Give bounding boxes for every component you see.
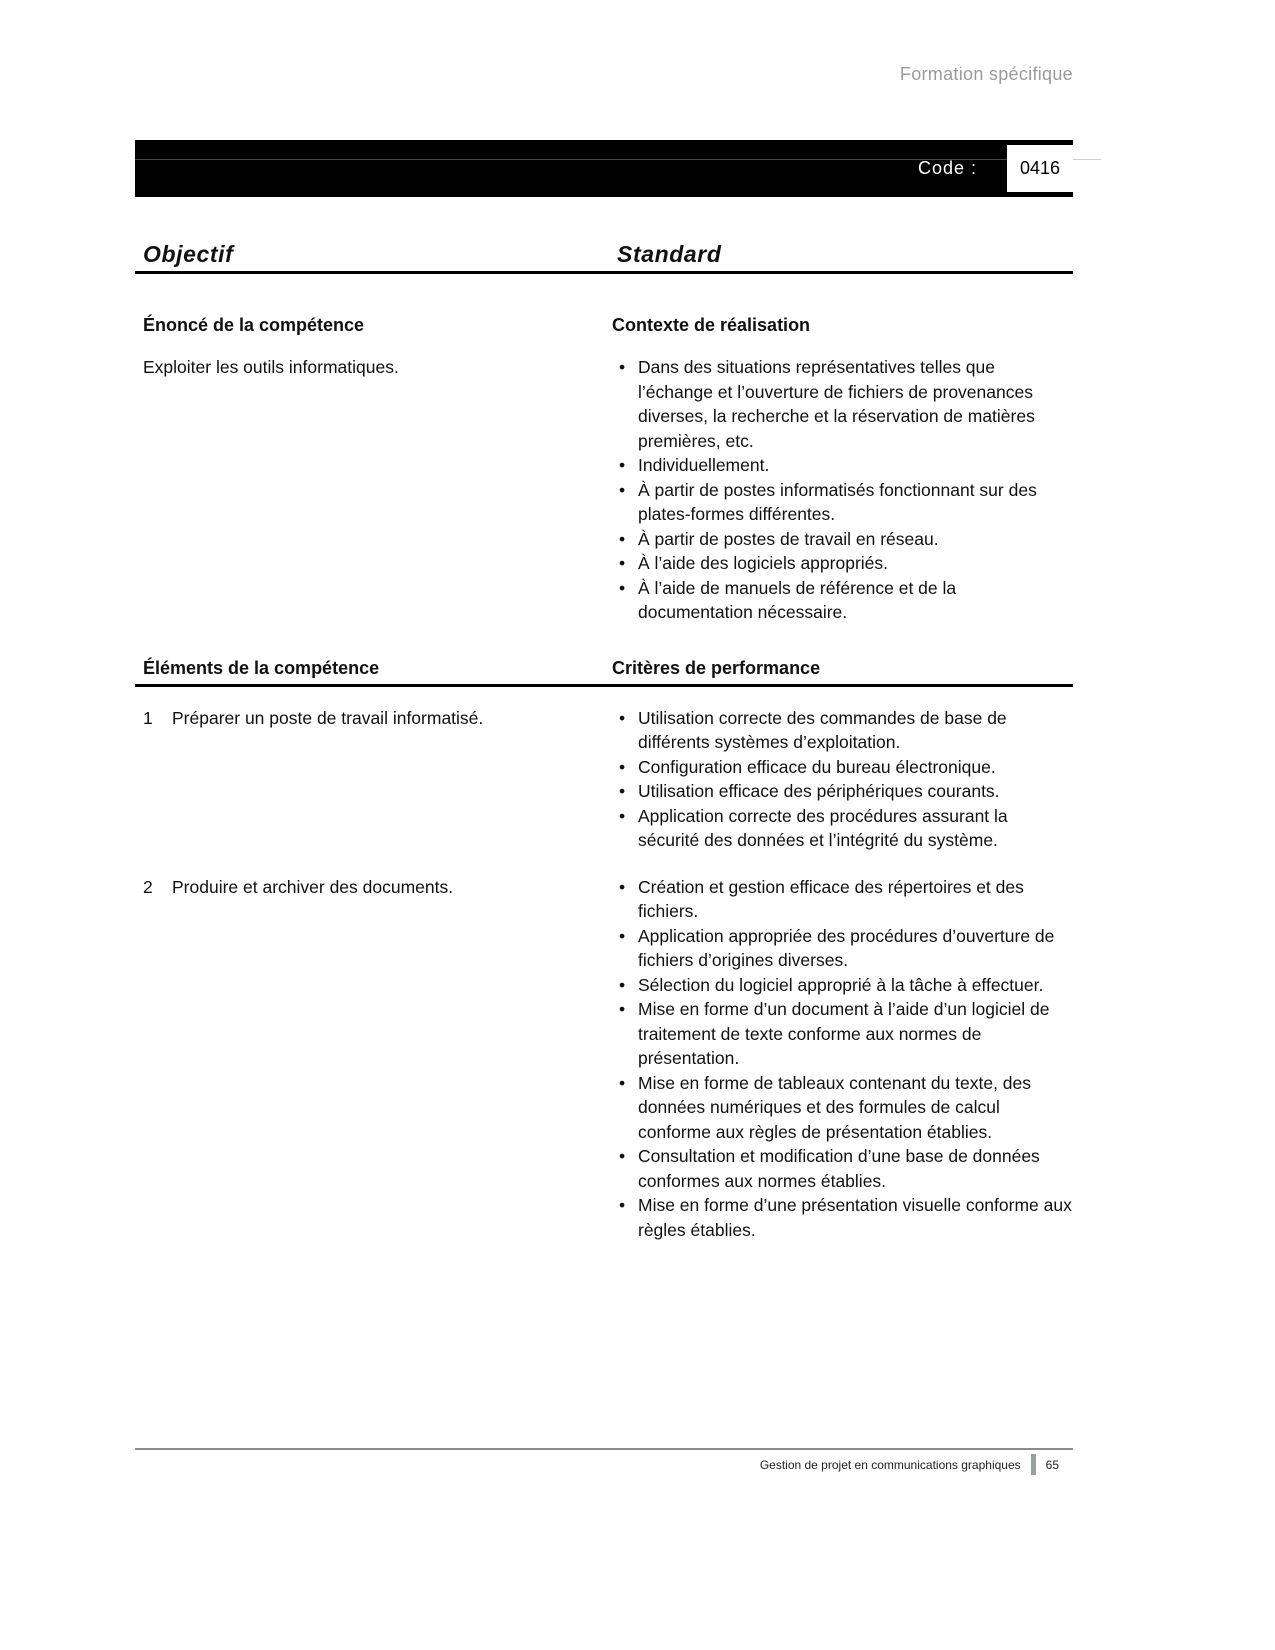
item-number: 1 (143, 707, 153, 728)
section1-right-heading: Contexte de réalisation (612, 315, 811, 335)
title-objectif: Objectif (143, 241, 234, 267)
section2-divider-rule (135, 684, 1073, 687)
code-bar-inner-line (135, 159, 1073, 160)
item-text: Préparer un poste de travail informatisé. (172, 707, 484, 728)
bullet-item: • Mise en forme de tableaux contenant du texte, des données numériques et des formules de calcul conforme aux règles de présentation établies. (612, 1071, 1073, 1145)
footer (135, 1448, 1073, 1475)
competence-item-1 (135, 706, 1073, 853)
footer-separator-bar (1031, 1454, 1036, 1475)
competence-item-2 (135, 875, 1073, 1243)
criteria-list-1 (612, 706, 1073, 853)
footer-rule (135, 1448, 1073, 1450)
bullet-item: • Sélection du logiciel approprié à la tâche à effectuer. (612, 973, 1073, 998)
page-number: 65 (1045, 1457, 1059, 1472)
bullet-item: • Consultation et modification d’une base de données conformes aux normes établies. (612, 1144, 1073, 1193)
bullet-item: • Utilisation correcte des commandes de base de différents systèmes d’exploitation. (612, 706, 1073, 755)
section2-right-heading: Critères de performance (612, 657, 821, 678)
bullet-item: • Application correcte des procédures assurant la sécurité des données et l’intégrité du système. (612, 804, 1073, 853)
item-2-left (135, 875, 612, 1243)
bullet-item: • À partir de postes informatisés fonctionnant sur des plates-formes différentes. (612, 478, 1073, 527)
footer-document-title: Gestion de projet en communications graphiques (759, 1457, 1021, 1472)
title-standard: Standard (617, 241, 722, 267)
bullet-item: • Application appropriée des procédures d’ouverture de fichiers d’origines diverses. (612, 924, 1073, 973)
context-list (612, 355, 1073, 625)
section2-left-heading: Éléments de la compétence (143, 657, 380, 678)
item-number: 2 (143, 876, 153, 897)
code-bar-line-extension (1073, 159, 1101, 160)
code-bar (135, 140, 1073, 197)
code-value-box: 0416 (1007, 145, 1073, 192)
footer-row (135, 1454, 1073, 1475)
bullet-item: • Configuration efficace du bureau électronique. (612, 755, 1073, 780)
section2-headings (135, 656, 1073, 680)
bullet-item: • À partir de postes de travail en réseau. (612, 527, 1073, 552)
bullet-item: • Mise en forme d’un document à l’aide d’un logiciel de traitement de texte conforme aux normes de présentation. (612, 997, 1073, 1071)
section1-left-heading: Énoncé de la compétence (143, 315, 365, 335)
bullet-item: • Individuellement. (612, 453, 1073, 478)
header-right-text: Formation spécifique (899, 64, 1073, 84)
section1-content (135, 355, 1073, 625)
criteria-list-2 (612, 875, 1073, 1243)
code-label: Code : (917, 158, 977, 178)
item-text: Produire et archiver des documents. (172, 876, 454, 897)
competence-statement: Exploiter les outils informatiques. (143, 357, 399, 377)
bullet-item: • Mise en forme d’une présentation visuelle conforme aux règles établies. (612, 1193, 1073, 1242)
bullet-item: • À l’aide de manuels de référence et de la documentation nécessaire. (612, 576, 1073, 625)
section1-headings (135, 313, 1073, 337)
bullet-item: • Dans des situations représentatives telles que l’échange et l’ouverture de fichiers de provenances diverses, la recherche et la réservation de matières premières, etc. (612, 355, 1073, 453)
item-1-left (135, 706, 612, 853)
column-titles (135, 241, 1073, 268)
bullet-item: • Création et gestion efficace des répertoires et des fichiers. (612, 875, 1073, 924)
competence-items (135, 706, 1073, 1243)
title-divider-rule (135, 271, 1073, 274)
main-content (135, 313, 1073, 1242)
bullet-item: • Utilisation efficace des périphériques courants. (612, 779, 1073, 804)
bullet-item: • À l’aide des logiciels appropriés. (612, 551, 1073, 576)
